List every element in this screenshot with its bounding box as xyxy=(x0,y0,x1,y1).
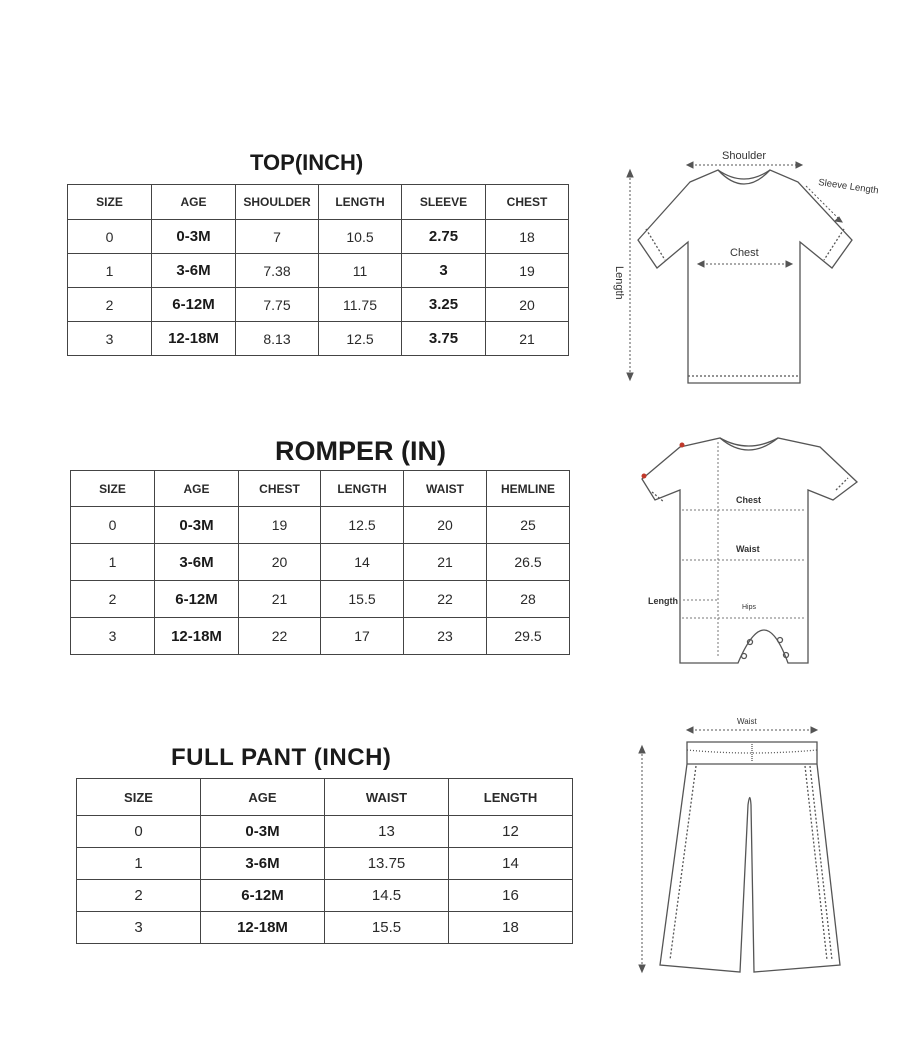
chest-cell: 20 xyxy=(239,544,321,581)
column-header-shoulder: SHOULDER xyxy=(236,185,319,220)
length-cell: 16 xyxy=(449,880,573,912)
length-label: Length xyxy=(648,596,678,606)
full-pant-measurement-diagram xyxy=(620,710,860,980)
waist-cell: 13.75 xyxy=(325,848,449,880)
length-cell: 14 xyxy=(449,848,573,880)
length-measure-line xyxy=(627,170,633,380)
column-header-waist: WAIST xyxy=(404,471,487,507)
table-row xyxy=(77,816,573,848)
column-header-hemline: HEMLINE xyxy=(487,471,570,507)
column-header-length: LENGTH xyxy=(449,779,573,816)
hemline-cell: 26.5 xyxy=(487,544,570,581)
column-header-size: SIZE xyxy=(71,471,155,507)
column-header-chest: CHEST xyxy=(486,185,569,220)
chest-cell: 20 xyxy=(486,288,569,322)
age-cell: 12-18M xyxy=(152,322,236,356)
table-row xyxy=(68,254,569,288)
table-row xyxy=(71,581,570,618)
length-cell: 12 xyxy=(449,816,573,848)
table-row xyxy=(71,618,570,655)
table-row xyxy=(77,912,573,944)
length-cell: 11 xyxy=(319,254,402,288)
hips-label: Hips xyxy=(742,604,757,611)
sleeve-cell: 3 xyxy=(402,254,486,288)
age-cell: 3-6M xyxy=(152,254,236,288)
waist-cell: 20 xyxy=(404,507,487,544)
column-header-age: AGE xyxy=(152,185,236,220)
chest-label: Chest xyxy=(730,247,759,259)
waist-label: Waist xyxy=(737,717,757,726)
length-cell: 14 xyxy=(321,544,404,581)
size-cell: 1 xyxy=(77,848,201,880)
chest-measure-line xyxy=(698,261,792,267)
top-size-table xyxy=(67,184,569,356)
waist-cell: 23 xyxy=(404,618,487,655)
table-header-row xyxy=(68,185,569,220)
table-row xyxy=(77,848,573,880)
column-header-length: LENGTH xyxy=(319,185,402,220)
full-pant-size-chart-title: FULL PANT (INCH) xyxy=(171,744,392,771)
waist-label: Waist xyxy=(736,544,760,554)
table-row xyxy=(68,288,569,322)
age-cell: 12-18M xyxy=(201,912,325,944)
table-header-row xyxy=(77,779,573,816)
column-header-waist: WAIST xyxy=(325,779,449,816)
length-cell: 15.5 xyxy=(321,581,404,618)
size-cell: 3 xyxy=(71,618,155,655)
tshirt-outline xyxy=(638,170,852,383)
size-cell: 0 xyxy=(68,220,152,254)
age-cell: 6-12M xyxy=(155,581,239,618)
romper-measurement-diagram xyxy=(630,430,870,670)
column-header-sleeve: SLEEVE xyxy=(402,185,486,220)
length-measure-line xyxy=(639,746,645,972)
hemline-cell: 28 xyxy=(487,581,570,618)
table-row xyxy=(68,322,569,356)
waist-cell: 14.5 xyxy=(325,880,449,912)
length-cell: 12.5 xyxy=(319,322,402,356)
shoulder-cell: 7 xyxy=(236,220,319,254)
size-cell: 3 xyxy=(77,912,201,944)
pant-outline xyxy=(660,742,840,972)
column-header-length: LENGTH xyxy=(321,471,404,507)
chest-label: Chest xyxy=(736,495,762,505)
shoulder-cell: 7.75 xyxy=(236,288,319,322)
sleeve-length-label: Sleeve Length xyxy=(817,177,880,197)
age-cell: 6-12M xyxy=(201,880,325,912)
table-row xyxy=(71,544,570,581)
sleeve-cell: 3.75 xyxy=(402,322,486,356)
table-row xyxy=(77,880,573,912)
column-header-size: SIZE xyxy=(77,779,201,816)
chest-cell: 21 xyxy=(486,322,569,356)
size-cell: 2 xyxy=(68,288,152,322)
size-cell: 3 xyxy=(68,322,152,356)
hemline-cell: 25 xyxy=(487,507,570,544)
length-cell: 11.75 xyxy=(319,288,402,322)
column-header-size: SIZE xyxy=(68,185,152,220)
shoulder-cell: 7.38 xyxy=(236,254,319,288)
chest-cell: 19 xyxy=(239,507,321,544)
length-cell: 18 xyxy=(449,912,573,944)
sleeve-cell: 2.75 xyxy=(402,220,486,254)
column-header-chest: CHEST xyxy=(239,471,321,507)
chest-cell: 21 xyxy=(239,581,321,618)
length-cell: 10.5 xyxy=(319,220,402,254)
size-cell: 2 xyxy=(71,581,155,618)
waist-cell: 21 xyxy=(404,544,487,581)
hemline-cell: 29.5 xyxy=(487,618,570,655)
size-cell: 1 xyxy=(71,544,155,581)
romper-size-table xyxy=(70,470,570,655)
age-cell: 0-3M xyxy=(152,220,236,254)
age-cell: 6-12M xyxy=(152,288,236,322)
top-size-chart-title: TOP(INCH) xyxy=(250,150,364,175)
romper-size-chart-title: ROMPER (IN) xyxy=(275,436,446,466)
chest-cell: 22 xyxy=(239,618,321,655)
age-cell: 12-18M xyxy=(155,618,239,655)
length-cell: 17 xyxy=(321,618,404,655)
waist-cell: 13 xyxy=(325,816,449,848)
age-cell: 0-3M xyxy=(155,507,239,544)
table-row xyxy=(71,507,570,544)
chest-cell: 19 xyxy=(486,254,569,288)
length-label: Length xyxy=(613,266,625,300)
size-cell: 0 xyxy=(71,507,155,544)
column-header-age: AGE xyxy=(155,471,239,507)
shoulder-cell: 8.13 xyxy=(236,322,319,356)
full-pant-size-table xyxy=(76,778,573,944)
waist-cell: 15.5 xyxy=(325,912,449,944)
age-cell: 3-6M xyxy=(155,544,239,581)
waist-cell: 22 xyxy=(404,581,487,618)
table-row xyxy=(68,220,569,254)
size-cell: 0 xyxy=(77,816,201,848)
tshirt-measurement-diagram xyxy=(610,140,880,390)
chest-cell: 18 xyxy=(486,220,569,254)
shoulder-label: Shoulder xyxy=(722,150,767,162)
shoulder-measure-line xyxy=(687,162,802,168)
age-cell: 0-3M xyxy=(201,816,325,848)
length-cell: 12.5 xyxy=(321,507,404,544)
size-cell: 2 xyxy=(77,880,201,912)
column-header-age: AGE xyxy=(201,779,325,816)
age-cell: 3-6M xyxy=(201,848,325,880)
size-cell: 1 xyxy=(68,254,152,288)
table-header-row xyxy=(71,471,570,507)
sleeve-length-measure-line xyxy=(806,186,842,222)
sleeve-cell: 3.25 xyxy=(402,288,486,322)
waist-measure-line xyxy=(687,727,817,733)
